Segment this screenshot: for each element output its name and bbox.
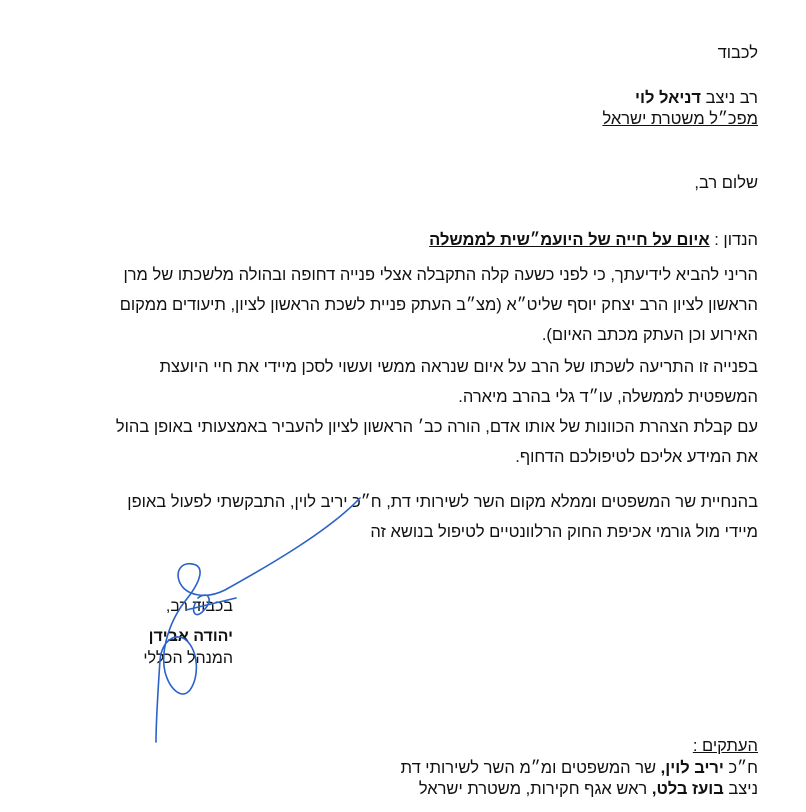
paragraph-2 [43,352,758,472]
subject-text: איום על חייה של היועמ״שית לממשלה [429,231,710,249]
paragraph-3 [43,487,758,547]
copies-label: העתקים : [692,737,758,755]
copies-line-2 [419,778,758,800]
signer-title: המנהל הכללי [143,650,233,667]
greeting: שלום רב, [694,174,758,192]
paragraph-1 [43,260,758,350]
copies-line-1 [401,757,758,779]
copies-2-prefix: ניצב [728,780,758,798]
paragraph-2-line: עם קבלת הצהרת הכוונות של אותו אדם, הורה כב׳ הראשון לציון להעביר באמצעותי באופן בהול [115,418,758,436]
signer-name: יהודה אבידן [148,628,233,645]
subject-label: הנדון : [714,231,758,249]
copies-1-rest: שר המשפטים ומ״מ השר לשירותי דת [400,759,657,777]
paragraph-1-line: האירוע וכן העתק מכתב האיום). [541,326,758,344]
recipient-name: דניאל לוי [635,89,702,107]
paragraph-2-line: את המידע אליכם לטיפולכם הדחוף. [515,448,758,466]
paragraph-1-line: הריני להביא לידיעתך, כי לפני כשעה קלה התקבלה אצלי פנייה דחופה ובהולה מלשכתו של מרן [123,266,758,284]
recipient-rank: רב ניצב [705,89,758,107]
copies-1-prefix: ח״כ [728,759,758,777]
subject-line [429,229,758,251]
paragraph-2-line: בפנייה זו התריעה לשכתו של הרב על איום שנראה ממשי ועשוי לסכן מיידי את חיי היועצת [159,358,758,376]
copies-1-name: יריב לוין, [660,759,724,777]
paragraph-1-line: הראשון לציון הרב יצחק יוסף שליט״א (מצ״ב העתק פניית לשכת הראשון לציון, תיעודים ממקום [119,296,758,314]
copies-2-name: בועז בלט, [651,780,724,798]
recipient-title: מפכ״ל משטרת ישראל [602,110,758,128]
paragraph-2-line: המשפטית לממשלה, עו״ד גלי בהרב מיארה. [458,388,758,406]
salutation-to: לכבוד [717,44,758,62]
closing: בכבוד רב, [165,598,233,615]
signature-block [143,596,233,670]
paragraph-3-line: בהנחיית שר המשפטים וממלא מקום השר לשירותי דת, ח״כ יריב לוין, התבקשתי לפעול באופן [127,493,758,511]
copies-2-rest: ראש אגף חקירות, משטרת ישראל [418,780,648,798]
recipient-line [635,87,758,109]
paragraph-3-line: מיידי מול גורמי אכיפת החוק הרלוונטיים לטיפול בנושא זה [370,523,758,541]
